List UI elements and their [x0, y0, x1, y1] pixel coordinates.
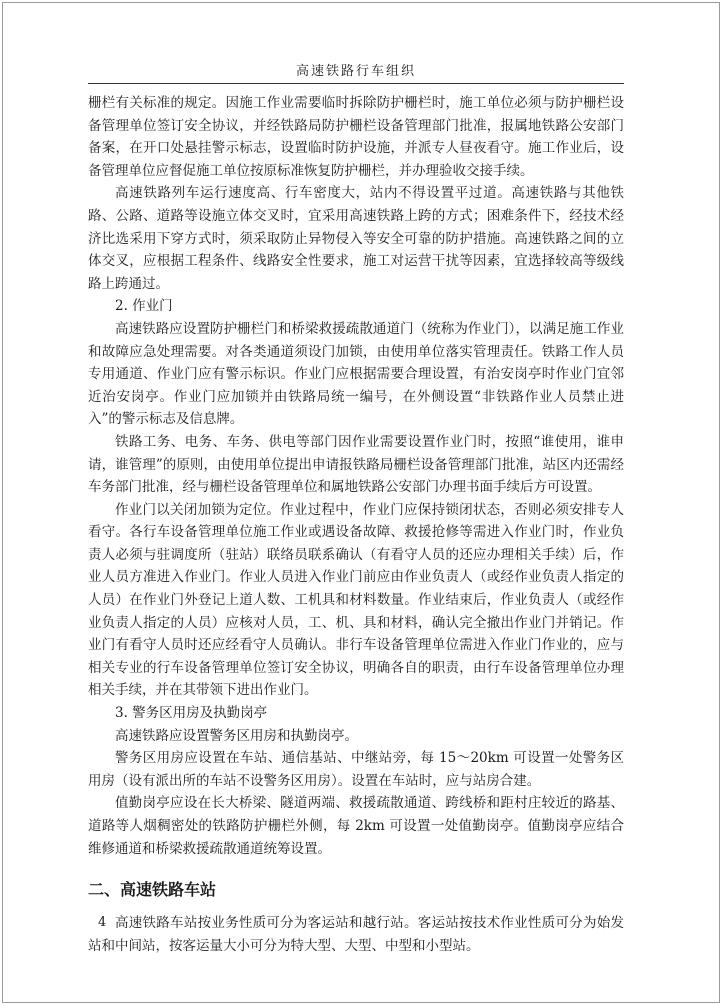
paragraph: 警务区用房应设置在车站、通信基站、中继站旁，每 15～20km 可设置一处警务区用房（设有派出所的车站不设警务区用房）。设置在车站时，应与站房合建。 [88, 750, 624, 789]
paragraph: 铁路工务、电务、车务、供电等部门因作业需要设置作业门时，按照“谁使用，谁申请，谁管理”的原则，由使用单位提出申请报铁路局栅栏设备管理部门批准，站区内还需经车务部门批准，经与栅栏设备管理单位和属地铁路公安部门办理书面手续后方可设置。 [88, 433, 624, 496]
paragraph: 高速铁路列车运行速度高、行车密度大，站内不得设置平过道。高速铁路与其他铁路、公路、道路等设施立体交叉时，宜采用高速铁路上跨的方式；困难条件下，经技术经济比选采用下穿方式时，须采取防止异物侵入等安全可靠的防护措施。高速铁路之间的立体交叉，应根据工程条件、线路安全性要求，施工对运营干扰等因素，宜选择较高等级线路上跨通过。 [88, 185, 624, 292]
section-heading: 二、高速铁路车站 [88, 880, 217, 900]
subheading-work-gate: 2. 作业门 [115, 298, 173, 315]
running-header: 高速铁路行车组织 [295, 64, 416, 79]
header-rule [88, 83, 624, 84]
paragraph: 值勤岗亭应设在长大桥梁、隧道两端、救援疏散通道、跨线桥和距村庄较近的路基、道路等人烟稠密处的铁路防护栅栏外侧，每 2km 可设置一处值勤岗亭。值勤岗亭应结合维修通道和桥梁救援疏散通道统筹设置。 [88, 795, 624, 857]
paragraph: 高速铁路应设置警务区用房和执勤岗亭。 [115, 727, 358, 744]
page-number: 4 [98, 915, 107, 930]
subheading-police-room: 3. 警务区用房及执勤岗亭 [115, 705, 268, 722]
paragraph: 高速铁路车站按业务性质可分为客运站和越行站。客运站按技术作业性质可分为始发站和中间站，按客运量大小可分为特大型、大型、中型和小型站。 [88, 915, 624, 954]
paragraph: 高速铁路应设置防护栅栏门和桥梁救援疏散通道门（统称为作业门），以满足施工作业和故障应急处理需要。对各类通道须设门加锁，由使用单位落实管理责任。铁路工作人员专用通道、作业门应有警示标识。作业门应根据需要合理设置，有治安岗亭时作业门宜邻近治安岗亭。作业门应加锁并由铁路局统一编号，在外侧设置“非铁路作业人员禁止进入”的警示标志及信息牌。 [88, 320, 624, 428]
body-text [88, 92, 624, 957]
paragraph: 作业门以关闭加锁为定位。作业过程中，作业门应保持锁闭状态，否则必须安排专人看守。各行车设备管理单位施工作业或遇设备故障、救援抢修等需进入作业门时，作业负责人必须与驻调度所（驻站）联络员联系确认（有看守人员的还应办理相关手续）后，作业人员方准进入作业门。作业人员进入作业门前应由作业负责人（或经作业负责人指定的人员）在作业门外登记上道人数、工机具和材料数量。作业结束后，作业负责人（或经作业负责人指定的人员）应核对人员，工、机、具和材料，确认完全撤出作业门并销记。作业门有看守人员时还应经看守人员确认。非行车设备管理单位需进入作业门作业的，应与相关专业的行车设备管理单位签订安全协议，明确各自的职责，由行车设备管理单位办理相关手续，并在其带领下进出作业门。 [88, 501, 624, 699]
paragraph: 栅栏有关标准的规定。因施工作业需要临时拆除防护栅栏时，施工单位必须与防护栅栏设备管理单位签订安全协议，并经铁路局防护栅栏设备管理部门批准，报属地铁路公安部门备案，在开口处悬挂警示标志，设置临时防护设施，并派专人昼夜看守。施工作业后，设备管理单位应督促施工单位按原标准恢复防护栅栏，并办理验收交接手续。 [88, 95, 624, 179]
